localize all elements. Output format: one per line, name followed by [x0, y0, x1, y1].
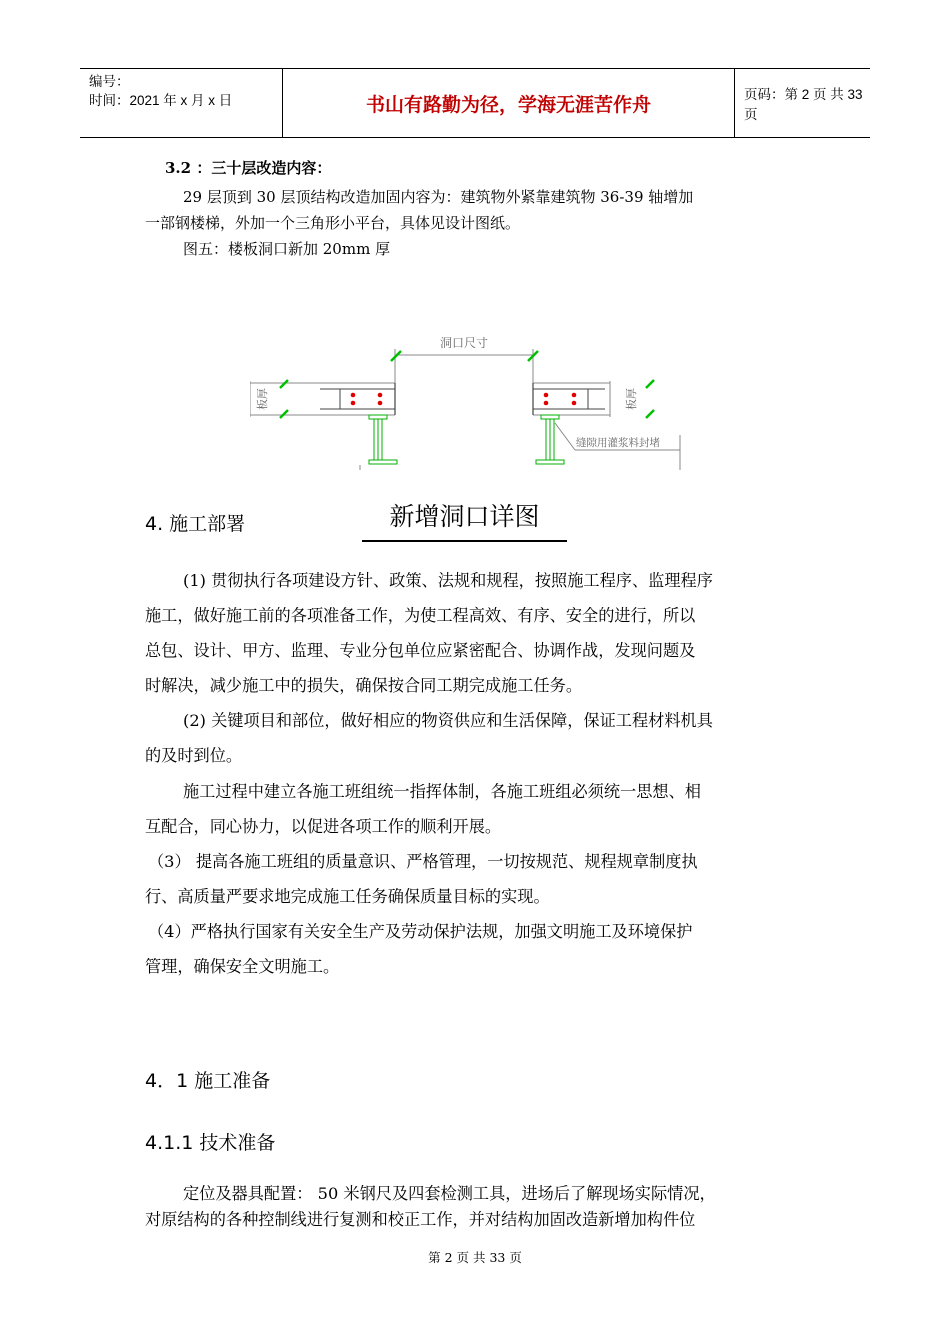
dim-tick-left: [391, 351, 401, 361]
section-3-2-line-1: 29 层顶到 30 层顶结构改造加固内容为：建筑物外紧靠建筑物 36-39 轴增加: [183, 188, 694, 206]
section-4-heading: 4. 施工部署: [145, 513, 246, 535]
section-4-1-heading: 4．1 施工准备: [145, 1070, 271, 1092]
section-4-1-1-line-1: 定位及器具配置： 50 米钢尺及四套检测工具，进场后了解现场实际情况，: [183, 1184, 716, 1203]
header-time: 时间：2021 年 x 月 x 日: [89, 93, 233, 108]
section-4-1-1-line-2: 对原结构的各种控制线进行复测和校正工作，并对结构加固改造新增加构件位: [145, 1210, 696, 1229]
section-4-line-9: （3） 提高各施工班组的质量意识、严格管理，一切按规范、规程规章制度执: [148, 852, 698, 871]
section-4-line-6: 的及时到位。: [145, 746, 243, 765]
section-4-line-2: 施工，做好施工前的各项准备工作，为使工程高效、有序、安全的进行，所以: [145, 606, 696, 625]
header-number: 编号：: [89, 74, 130, 89]
opening-detail-figure: [250, 325, 690, 475]
header-page-code: 页码：第 2 页 共 33 页: [744, 87, 863, 122]
section-4-line-5: (2) 关键项目和部位，做好相应的物资供应和生活保障，保证工程材料机具: [183, 711, 713, 730]
header-meta-cell: [80, 69, 283, 137]
section-3-2-heading: 3.2 ：三十层改造内容：: [165, 159, 332, 177]
right-thickness-label: 板厚: [625, 388, 638, 410]
figure-caption: 新增洞口详图: [362, 496, 567, 542]
header-motto: 书山有路勤为径，学海无涯苦作舟: [283, 69, 735, 137]
page-header: [80, 68, 870, 138]
section-4-line-10: 行、高质量严要求地完成施工任务确保质量目标的实现。: [145, 887, 550, 906]
section-4-1-1-heading: 4.1.1 技术准备: [145, 1132, 276, 1154]
section-4-line-4: 时解决，减少施工中的损失，确保按合同工期完成施工任务。: [145, 676, 583, 695]
left-thickness-label: 板厚: [256, 388, 269, 410]
section-3-2-line-3: 图五：楼板洞口新加 20mm 厚: [183, 240, 391, 258]
section-4-line-11: （4）严格执行国家有关安全生产及劳动保护法规，加强文明施工及环境保护: [148, 922, 693, 941]
section-3-2-line-2: 一部钢楼梯，外加一个三角形小平台，具体见设计图纸。: [145, 214, 521, 232]
page-footer: 第 2 页 共 33 页: [428, 1250, 522, 1265]
section-4-line-12: 管理，确保安全文明施工。: [145, 957, 340, 976]
right-steel-plate: [533, 389, 588, 409]
grout-note-label: 缝隙用灌浆料封堵: [576, 437, 660, 449]
left-steel-plate: [340, 389, 395, 409]
section-4-line-3: 总包、设计、甲方、监理、专业分包单位应紧密配合、协调作战，发现问题及: [145, 641, 696, 660]
section-4-line-1: (1) 贯彻执行各项建设方针、政策、法规和规程，按照施工程序、监理程序: [183, 571, 713, 590]
dim-label: 洞口尺寸: [439, 336, 489, 350]
section-4-line-8: 互配合，同心协力，以促进各项工作的顺利开展。: [145, 817, 502, 836]
section-4-line-7: 施工过程中建立各施工班组统一指挥体制，各施工班组必须统一思想、相: [183, 782, 701, 801]
